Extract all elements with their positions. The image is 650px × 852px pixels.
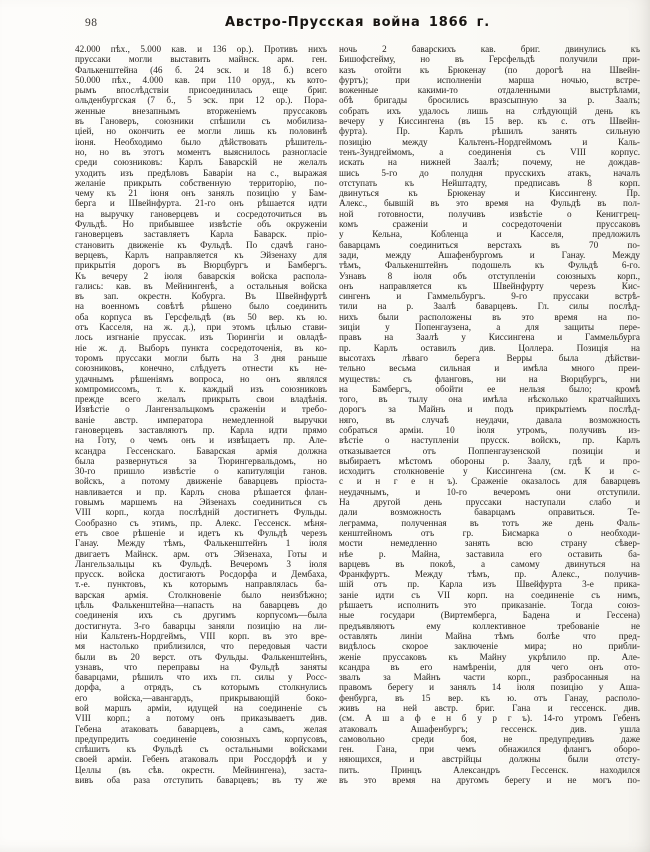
text-line: верцевъ, Карлъ направляется къ Эйзенаху для — [75, 249, 327, 260]
text-line: пр. Карлъ оставилъ див. Цоллера. Позиція на — [339, 342, 640, 353]
text-line: с и н г е н ъ). Сраженіе оказалось для баварцевъ — [339, 476, 640, 487]
text-line: его войска,—авангардъ, прикрывающій боко- — [75, 692, 327, 703]
text-line: Ганау. Между тѣмъ, Фалькенштейнъ 1 іюля — [75, 538, 327, 549]
text-line: Фалькенштейна (46 б. 24 эск. и 18 б.) всего — [75, 64, 327, 75]
text-line: но, но въ этотъ моментъ выяснилось разногласіе — [75, 146, 327, 157]
text-line: дорогъ за Майнъ и подъ прикрытіемъ послѣд- — [339, 404, 640, 415]
text-line: войскъ, а потому движеніе баварцевъ пріоста- — [75, 476, 327, 487]
text-line: позицію между Кальтенъ-Нордгеймомъ и Каль- — [339, 136, 640, 147]
text-line: 30-го пришло извѣстіе о капитуляціи ганов. — [75, 466, 327, 477]
text-line: тельно весьма сильная и имѣла много преи- — [339, 363, 640, 374]
text-line: была развернуться за Тюрингервальдомъ, но — [75, 455, 327, 466]
text-line: исходитъ столкновеніе у Киссингена (см. К и с- — [339, 466, 640, 477]
page-number: 98 — [85, 17, 98, 29]
text-line: обѣ бригады бросились вразсыпную за р. Заалъ; — [339, 95, 640, 106]
text-line: вой маршъ арміи, идущей на соединеніе съ — [75, 703, 327, 713]
text-line: атаковалъ Ашафенбургъ; гессенск. див. ушла — [339, 723, 640, 734]
text-line: живъ на ней австр. бриг. Гана и гессенск. див. — [339, 703, 640, 713]
text-line: заніе идти съ VII корп. на соединеніе съ нимъ, — [339, 589, 640, 600]
text-line: ніи Кальтенъ-Нордгеймъ, VIII корп. въ это вре- — [75, 630, 327, 641]
text-line: говымъ маршемъ на Эйзенахъ соединиться съ — [75, 497, 327, 508]
text-line: VIII корп.; а потому онъ приказываетъ див. — [75, 713, 327, 724]
text-line: дорфа, а отрядъ, съ которымъ столкнулись — [75, 682, 327, 693]
text-line: Къ вечеру 2 іюля баварскія войска распола- — [75, 270, 327, 281]
text-line: высотахъ лѣваго берега Верры была дѣйстви- — [339, 352, 640, 363]
text-line: искать на нижней Заалѣ; почему, не дождав- — [339, 157, 640, 168]
text-line: у Кельна, Кобленца и Касселя, предложилъ — [339, 229, 640, 240]
text-line: ольденбургская (7 б., 5 эск. при 12 ор.). Пора- — [75, 95, 327, 106]
text-line: пить. Принцъ Александръ Гессенск. находился — [339, 764, 640, 775]
text-line: 42.000 пѣх., 5.000 кав. и 136 ор.). Противъ нихъ — [75, 44, 327, 54]
text-line: отъ Касселя, на ж. д.), при этомъ цѣлью стави- — [75, 322, 327, 333]
text-line: двигаетъ Майнск. арм. отъ Эйзенаха, Готы и — [75, 548, 327, 559]
text-line: прикрытія дорогъ въ Вюрцбургъ и Бамбергъ. — [75, 260, 327, 271]
text-line: Извѣстіе о Лангензальцкомъ сраженіи и требо- — [75, 404, 327, 415]
text-line: выбираетъ мѣстомъ обороны р. Заалу, гдѣ и про- — [339, 455, 640, 466]
text-line: шій отъ пр. Карла изъ Швейфурта 3-е прика- — [339, 579, 640, 590]
text-line: среди союзниковъ: Карлъ Баварскій не желалъ — [75, 157, 327, 168]
text-line: ные государи (Виртемберга, Бадена и Гессена) — [339, 610, 640, 621]
text-line: становить движеніе къ Фульдѣ. По сдачѣ гано- — [75, 239, 327, 250]
text-line: Бишофсгейму, но въ Герсфельдѣ получили при- — [339, 54, 640, 65]
text-line: желаніе прикрыть собственную территорію, по- — [75, 177, 327, 188]
text-line: цѣль Фалькенштейна—напасть на баварцевъ до — [75, 600, 327, 611]
text-line: комъ сраженіи и сосредоточеніи пруссаковъ — [339, 219, 640, 230]
text-line: въ Гановеръ, союзники спѣшили съ мобилиза- — [75, 116, 327, 127]
text-line: тили на р. Заалѣ баварцевъ. Гл. силы послѣд- — [339, 301, 640, 312]
text-line: ксандра въ его намѣреніи, для чего онъ ото- — [339, 661, 640, 672]
text-line: шись 5-го до полудня прусскихъ атакъ, началъ — [339, 167, 640, 178]
text-line: уходить изъ предѣловъ Баваріи на с., выражая — [75, 167, 327, 178]
text-line: Алекс., бывшій въ это время на Фульдѣ въ пол- — [339, 198, 640, 209]
text-line: въ зап. окрестн. Кобурга. Въ Швейнфуртѣ — [75, 291, 327, 302]
text-line: достигнута. 3-го баварцы заняли позицію на ли- — [75, 620, 327, 631]
text-line: собраться арміи. 10 іюля утромъ, получивъ из- — [339, 424, 640, 435]
text-line: Фульдѣ. Но прибывшее извѣстіе объ окруженіи — [75, 219, 327, 230]
text-line: нихъ были расположены въ это время на по- — [339, 311, 640, 322]
text-line: етъ свое рѣшеніе и идетъ къ Фульдѣ черезъ — [75, 527, 327, 538]
text-line: варцевъ въ покоѣ, а самому двинуться на — [339, 558, 640, 569]
article-text-block — [75, 44, 640, 785]
text-line: на Бамбергъ, обойти ее нельзя было; кромѣ — [339, 383, 640, 394]
page-header-title: Австро-Прусская война 1866 г. — [225, 15, 490, 30]
text-line: предупредить соединеніе союзныхъ корпусовъ, — [75, 733, 327, 744]
text-line: тенъ-Зундгеймомъ, а соединенія съ VIII корпус. — [339, 146, 640, 157]
text-line: зиціи у Попенгаузена, а для защиты пере- — [339, 322, 640, 333]
text-line: удачнымъ рѣшеніямъ вопроса, но онъ являлся — [75, 373, 327, 384]
text-line: воженные какими-то отдаленными выстрѣлами, — [339, 85, 640, 96]
text-line: сингенъ и Гаммельбургъ. 9-го пруссаки встрѣ- — [339, 291, 640, 302]
text-line: отступать къ Нейштадту, предписавъ 8 корп. — [339, 177, 640, 188]
text-line: ціей, но окончить ее могли лишь къ половинѣ — [75, 126, 327, 137]
text-line: женіе пруссаковъ къ Майну укрѣпило пр. Але- — [339, 651, 640, 662]
text-line: узнавъ, что переправы на Фульдѣ заняты — [75, 661, 327, 672]
text-line: правъ на Заалѣ у Киссингена и Гаммельбурга — [339, 332, 640, 343]
text-line: Франкфуртъ. Между тѣмъ, пр. Алекс., получив- — [339, 569, 640, 580]
text-line: берга и Швейнфурта. 21-го онъ рѣшается идти — [75, 198, 327, 209]
text-line: спѣшитъ къ Фульдѣ съ остальными войсками — [75, 744, 327, 755]
text-line: муществъ: съ фланговъ, ни на Вюрцбургъ, ни — [339, 373, 640, 384]
text-line: женные внезапнымъ вторженіемъ пруссаковъ — [75, 105, 327, 116]
text-line: Целлы (въ сѣв. окрестн. Мейнингена), заста- — [75, 764, 327, 775]
text-line: навливается и пр. Карлъ снова рѣшается флан- — [75, 486, 327, 497]
text-line: ніе ж. д. Выборъ пункта сосредоточенія, въ ко- — [75, 342, 327, 353]
text-line: были въ 20 верст. отъ Фульды. Фалькенштейнъ, — [75, 651, 327, 662]
text-line: оставлять линіи Майна тѣмъ болѣе что пред- — [339, 630, 640, 641]
text-line: леграмма, полученная въ тотъ же день Фаль- — [339, 517, 640, 528]
text-line: пруссаки могли выставить майнск. арм. ген. — [75, 54, 327, 65]
text-line: рѣшаетъ исполнить это приказаніе. Тогда союз- — [339, 600, 640, 611]
text-line: ген. Гана, при чемъ обнажился флангъ оборо- — [339, 744, 640, 755]
text-line: баварцами, рѣшилъ что ихъ гл. силы у Росс- — [75, 672, 327, 683]
text-line: самовольно среди боя, не предупредивъ даже — [339, 733, 640, 744]
text-line: 50.000 пѣх., 4.000 кав. при 110 оруд., къ кото- — [75, 74, 327, 85]
text-line: гались: кав. въ Мейнингенѣ, а остальныя войска — [75, 280, 327, 291]
text-line: въ это время на другомъ берегу и не могъ по- — [339, 775, 640, 786]
text-line: торомъ пруссаки могли быть на 3 дня раньше — [75, 352, 327, 363]
text-line: звалъ за Майнъ части корп., разбросанныя на — [339, 672, 640, 683]
text-line: т.-е. пунктовъ, къ которымъ направлялась ба- — [75, 579, 327, 590]
text-line: онъ направляется къ Швейнфурту черезъ Кис- — [339, 280, 640, 291]
text-line: оба корпуса въ Герсфельдѣ (въ 50 вер. къ ю. — [75, 311, 327, 322]
text-line: того, въ тылу она имѣла нѣсколько кратчайшихъ — [339, 394, 640, 405]
text-line: ксандра Гессенскаго. Баварская армія должна — [75, 445, 327, 456]
text-line: VIII корп., когда послѣдній достигнетъ Фульды. — [75, 507, 327, 518]
text-line: ваніе австр. императора немедленной выручки — [75, 414, 327, 425]
text-line: собрать ихъ удалось лишь на слѣдующій день къ — [339, 105, 640, 116]
text-line: дали возможность баварцамъ оправиться. Те- — [339, 507, 640, 518]
text-line: вѣстіе о наступленіи прусск. войскъ, пр. Карлъ — [339, 435, 640, 446]
text-line: мя настолько приблизился, что передовыя части — [75, 641, 327, 652]
text-line: чему къ 21 іюня онъ занялъ позицію у Бам- — [75, 188, 327, 199]
text-line: фенбурга, въ 15 вер. къ ю. отъ Ганау, располо- — [339, 692, 640, 703]
text-line: компромиссомъ, т. к. каждый изъ союзниковъ — [75, 383, 327, 394]
text-line: фуртъ); при исполненіи марша ночью, встре- — [339, 74, 640, 85]
text-line: іюня. Необходимо было дѣйствовать рѣшитель- — [75, 136, 327, 147]
text-line: казъ отойти къ Брюкенау (по дорогѣ на Швейн- — [339, 64, 640, 75]
text-line: правомъ берегу и занялъ 14 іюля позицію у Аша- — [339, 682, 640, 693]
text-line: тѣмъ, Фалькенштейнъ подошелъ къ Фульдѣ 6-го. — [339, 260, 640, 271]
text-line: ночь 2 баварскихъ кав. бриг. двинулись къ — [339, 44, 640, 54]
text-line: прежде всего желалъ прикрыть свои владѣнія. — [75, 394, 327, 405]
text-line: (см. А ш а ф е н б у р г ъ). 14-го утромъ Гебенъ — [339, 713, 640, 724]
text-line: на Готу, о чемъ онъ и извѣщаетъ пр. Але- — [75, 435, 327, 446]
text-line: отказывается отъ Поппенгаузенской позиціи и — [339, 445, 640, 456]
text-line: вечеру у Киссингена (въ 15 вер. къ с. отъ Швейн- — [339, 116, 640, 127]
text-line: гановерцевъ заставляютъ пр. Карла идти прямо — [75, 424, 327, 435]
text-line: предъявляютъ ему коллективное требованіе не — [339, 620, 640, 631]
text-line: гановерцевъ заставляетъ Карла Баварск. пріо- — [75, 229, 327, 240]
text-line: Лангельзальцы къ Фульдѣ. Вечеромъ 3 іюля — [75, 558, 327, 569]
text-line: видѣлось скорое заключеніе мира; но прибли- — [339, 641, 640, 652]
text-line: двинуться къ Брюкенау и Киссингену. Пр. — [339, 188, 640, 199]
text-line: варская армія. Столкновеніе было неизбѣжно; — [75, 589, 327, 600]
text-line: неудачнымъ, и 10-го вечеромъ они отступили. — [339, 486, 640, 497]
text-line: нѣе р. Майна, заставила его оставить ба- — [339, 548, 640, 559]
text-line: зади, между Ашафенбургомъ и Ганау. Между — [339, 249, 640, 260]
text-line: рымъ впослѣдствіи присоединилась еще бриг. — [75, 85, 327, 96]
text-line: лось изгнаніе пруссак. изъ Тюрингіи и овладѣ- — [75, 332, 327, 343]
text-line: на военномъ совѣтѣ рѣшено было соединить — [75, 301, 327, 312]
text-line: ной готовности, получивъ извѣстіе о Кениггрец- — [339, 208, 640, 219]
text-line: кенштейномъ отъ гр. Бисмарка о необходи- — [339, 527, 640, 538]
text-line: мости немедленно занять всю страну сѣвер- — [339, 538, 640, 549]
text-line: Гебена атаковать баварцевъ, а самъ, желая — [75, 723, 327, 734]
text-column-right — [339, 44, 640, 785]
text-line: своей арміи. Гебенъ атаковалъ при Россдорфѣ и у — [75, 754, 327, 765]
text-line: на выручку гановерцевъ и сосредоточиться въ — [75, 208, 327, 219]
text-line: союзниковъ, конечно, слѣдуетъ отнести къ не- — [75, 363, 327, 374]
text-column-left — [75, 44, 327, 785]
text-line: няго, въ случаѣ неудачи, давала возможность — [339, 414, 640, 425]
text-line: баварцамъ соединиться верстахъ въ 70 по- — [339, 239, 640, 250]
text-line: На другой день пруссаки наступали слабо и — [339, 497, 640, 508]
text-line: вивъ оба раза отступить баварцевъ; въ ту же — [75, 775, 327, 786]
text-line: Сообразно съ этимъ, пр. Алекс. Гессенск. мѣня- — [75, 517, 327, 528]
text-line: няющихся, и австрійцы должны были отсту- — [339, 754, 640, 765]
text-line: фурта). Пр. Карлъ рѣшилъ занять сильную — [339, 126, 640, 137]
text-line: прусск. войска достигаютъ Росдорфа и Дембаха, — [75, 569, 327, 580]
text-line: соединенія ихъ съ другимъ корпусомъ—была — [75, 610, 327, 621]
text-line: Узнавъ 8 іюля объ отступленіи союзныхъ корп., — [339, 270, 640, 281]
